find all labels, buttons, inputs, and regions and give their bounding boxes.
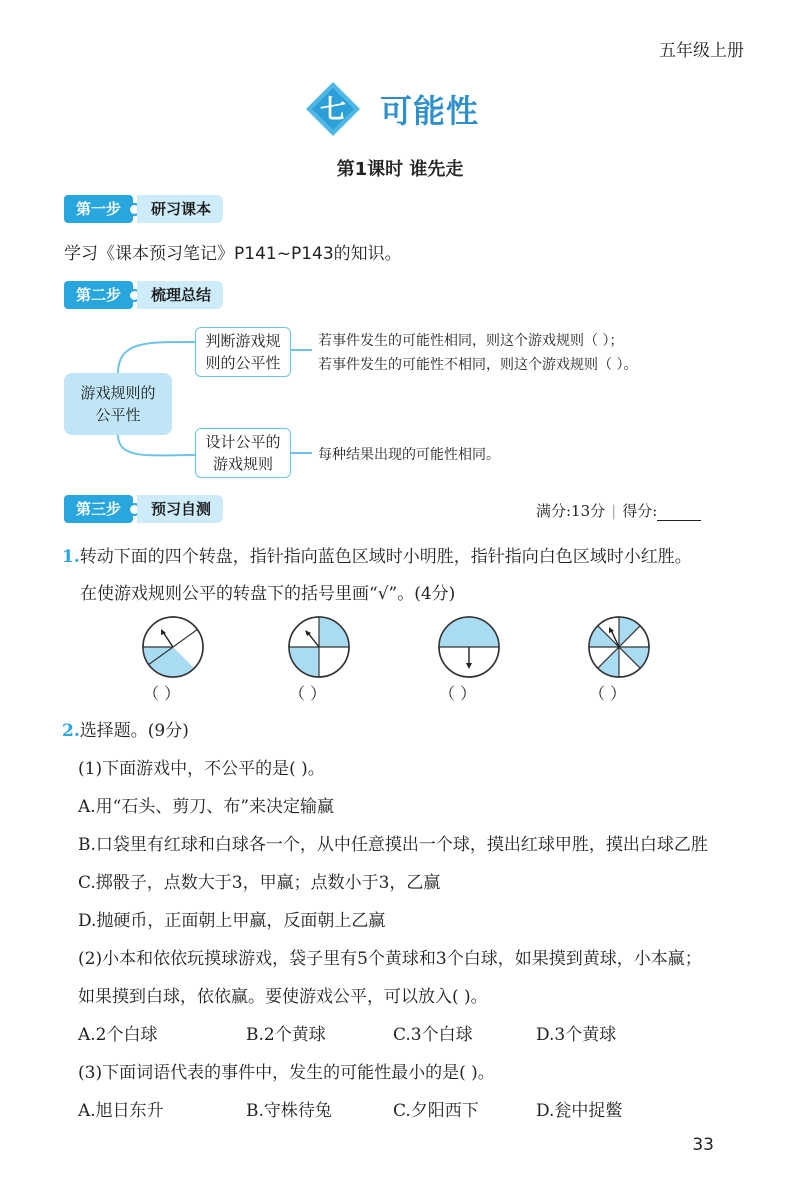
q2-s3-option-c[interactable]: C.夕阳西下 [393,1101,479,1121]
step2-header [64,281,223,309]
q2-s1-option-c[interactable]: C.掷骰子，点数大于3，甲赢；点数小于3，乙赢 [78,873,441,893]
step1-header [64,195,223,223]
score-full: 满分:13分 [536,502,606,520]
step1-label: 第一步 [64,195,133,223]
q1-answer-3[interactable]: （ ） [439,684,477,703]
chapter-badge-icon [304,80,362,138]
q1-line2: 在使游戏规则公平的转盘下的括号里画“√”。(4分) [80,584,456,604]
branch1-line1: 判断游戏规 [205,332,281,350]
spinner-3 [436,614,502,680]
q1-line1 [62,542,692,567]
q2-s2-option-c[interactable]: C.3个白球 [393,1025,473,1045]
q2-s3-option-a[interactable]: A.旭日东升 [78,1101,164,1121]
score-box: 满分:13分 | 得分: [536,500,701,521]
branch2-text1: 每种结果出现的可能性相同。 [318,447,500,463]
step3-header [64,495,223,523]
step3-name: 预习自测 [137,495,223,523]
spinner-2 [286,614,352,680]
branch2-line2: 游戏规则 [212,455,273,473]
mindmap-center [64,373,172,435]
q1-number: 1. [62,547,80,567]
step1-text: 学习《课本预习笔记》P141~P143的知识。 [64,244,402,264]
q2-s1-option-a[interactable]: A.用“石头、剪刀、布”来决定输赢 [78,797,335,817]
q2-s2-stem1: (2)小本和依依玩摸球游戏，袋子里有5个黄球和3个白球，如果摸到黄球，小本赢； [78,949,702,969]
q2-s2-stem2: 如果摸到白球，依依赢。要使游戏公平，可以放入( )。 [78,987,488,1007]
step3-label: 第三步 [64,495,133,523]
mindmap-branch1 [195,327,291,377]
branch1-text1: 若事件发生的可能性相同，则这个游戏规则（ ）； [318,333,624,349]
page-number: 33 [692,1135,714,1155]
q2-s1-stem: (1)下面游戏中，不公平的是( )。 [78,759,325,779]
mindmap-branch2 [195,428,291,478]
chapter-number: 七 [319,95,347,125]
q2-s2-option-a[interactable]: A.2个白球 [78,1025,158,1045]
chapter-title: 可能性 [380,92,480,130]
q2-title: 选择题。(9分) [79,721,189,741]
spinner-4 [586,614,652,680]
mindmap-center-line2: 公平性 [95,406,141,424]
q2-s3-stem: (3)下面词语代表的事件中，发生的可能性最小的是( )。 [78,1063,495,1083]
q2-s2-option-b[interactable]: B.2个黄球 [246,1025,326,1045]
grade-label: 五年级上册 [659,41,744,61]
mindmap-center-line1: 游戏规则的 [80,384,156,402]
branch1-text2: 若事件发生的可能性不相同，则这个游戏规则（ ）。 [318,357,638,373]
q1-text1: 转动下面的四个转盘，指针指向蓝色区域时小明胜，指针指向白色区域时小红胜。 [79,547,692,567]
score-get: 得分: [622,502,658,520]
q2-s3-option-d[interactable]: D.瓮中捉鳖 [536,1101,623,1121]
q1-answer-1[interactable]: （ ） [143,684,181,703]
q1-answer-4[interactable]: （ ） [589,684,627,703]
step2-name: 梳理总结 [137,281,223,309]
q2-s1-option-d[interactable]: D.抛硬币，正面朝上甲赢，反面朝上乙赢 [78,911,386,931]
branch1-line2: 则的公平性 [205,354,281,372]
step2-label: 第二步 [64,281,133,309]
q2-s2-option-d[interactable]: D.3个黄球 [536,1025,617,1045]
q2-number: 2. [62,721,80,741]
q2-s1-option-b[interactable]: B.口袋里有红球和白球各一个，从中任意摸出一个球，摸出红球甲胜，摸出白球乙胜 [78,835,708,855]
step1-name: 研习课本 [137,195,223,223]
q1-answer-2[interactable]: （ ） [289,684,327,703]
score-blank[interactable] [657,506,701,521]
branch2-line1: 设计公平的 [205,433,281,451]
lesson-title: 第1课时 谁先走 [336,159,464,180]
q2-title-line [62,716,189,741]
q2-s3-option-b[interactable]: B.守株待兔 [246,1101,332,1121]
spinner-1 [140,614,206,680]
